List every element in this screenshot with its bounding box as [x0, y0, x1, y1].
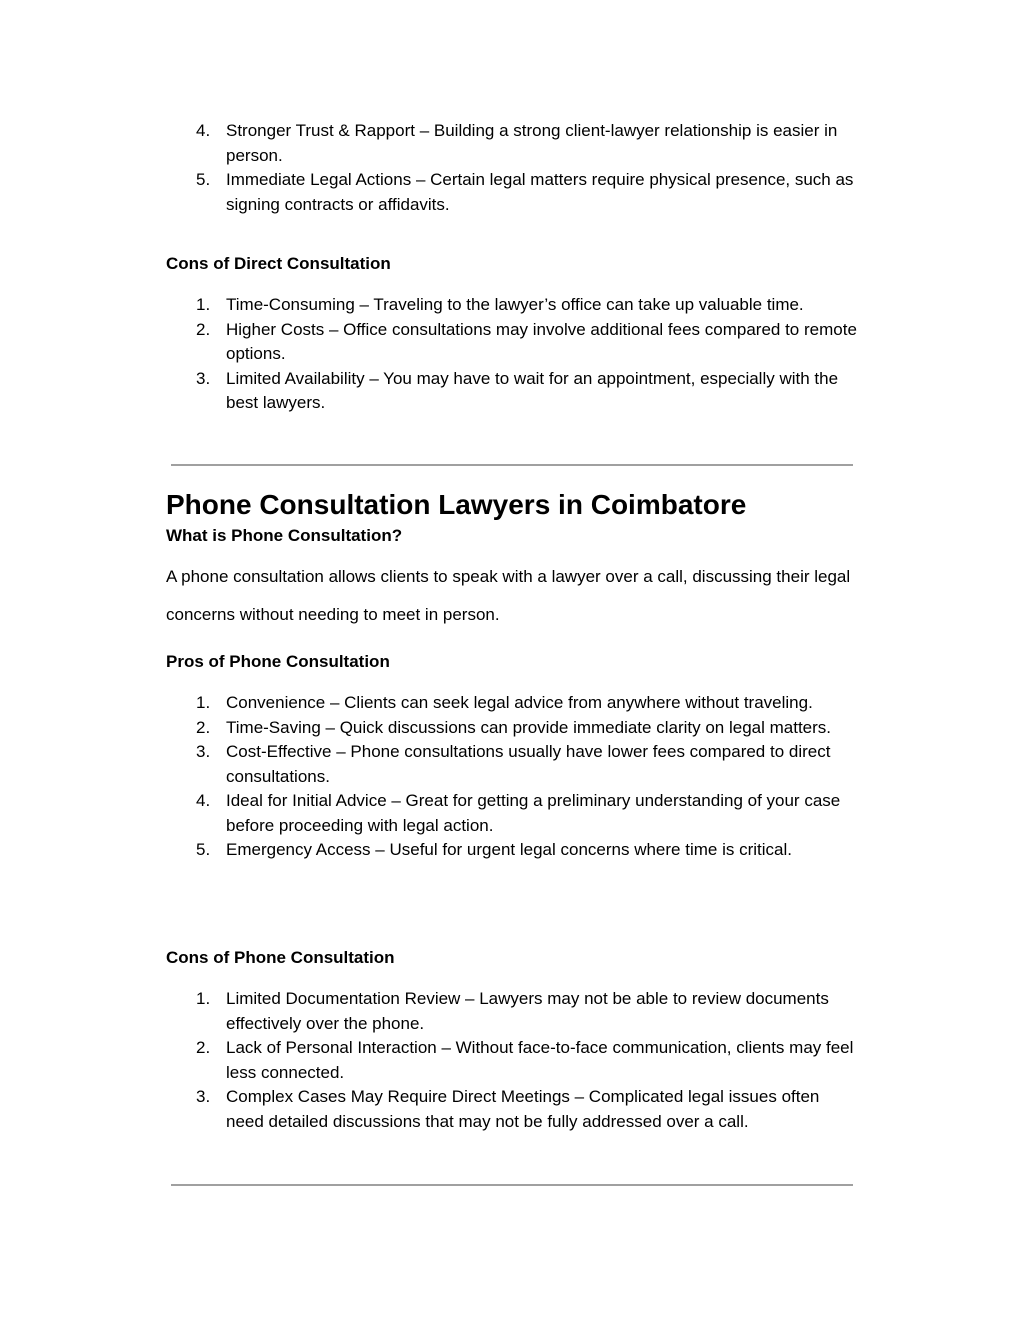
- list-item-number: 3.: [196, 742, 211, 761]
- list-item-text: Cost-Effective – Phone consultations usually have lower fees compared to direct consultations.: [226, 742, 831, 786]
- what-is-paragraph: A phone consultation allows clients to speak with a lawyer over a call, discussing their legal concerns without needing to meet in person.: [166, 567, 851, 624]
- list-item: [0, 1036, 858, 1085]
- list-item-number: 5.: [196, 840, 211, 859]
- phone-pros-heading: Pros of Phone Consultation: [166, 652, 390, 671]
- list-item-number: 1.: [196, 295, 211, 314]
- list-item-text: Time-Consuming – Traveling to the lawyer’s office can take up valuable time.: [226, 295, 804, 314]
- list-item-number: 1.: [196, 989, 211, 1008]
- list-item-text: Convenience – Clients can seek legal advice from anywhere without traveling.: [226, 693, 813, 712]
- list-item-number: 3.: [196, 368, 211, 388]
- direct-cons-heading: Cons of Direct Consultation: [166, 254, 391, 273]
- phone-pros-list: [0, 691, 1024, 863]
- list-item-number: 5.: [196, 170, 211, 189]
- list-item-text: Limited Availability – You may have to wait for an appointment, especially with the best lawyers.: [226, 368, 839, 412]
- list-item-number: 4.: [196, 121, 211, 140]
- list-item-number: 1.: [196, 693, 211, 712]
- section-divider: [171, 1184, 853, 1186]
- list-item-text: Emergency Access – Useful for urgent legal concerns where time is critical.: [226, 840, 792, 859]
- list-item-text: Stronger Trust & Rapport – Building a strong client-lawyer relationship is easier in person.: [226, 121, 838, 165]
- list-item-text: Complex Cases May Require Direct Meetings – Complicated legal issues often need detailed discussions that may not be fully addressed over a call.: [226, 1087, 820, 1131]
- list-item: [0, 168, 858, 217]
- what-is-heading: What is Phone Consultation?: [166, 526, 403, 545]
- list-item-text: Limited Documentation Review – Lawyers may not be able to review documents effectively over the phone.: [226, 989, 829, 1033]
- section-divider: [171, 464, 853, 466]
- direct-pros-list: [0, 119, 1024, 217]
- list-item-text: Time-Saving – Quick discussions can provide immediate clarity on legal matters.: [226, 717, 832, 737]
- list-item-text: Immediate Legal Actions – Certain legal matters require physical presence, such as signing contracts or affidavits.: [226, 170, 854, 214]
- list-item: [0, 789, 858, 838]
- list-item: [0, 716, 858, 741]
- list-item: [0, 691, 858, 716]
- list-item-number: 4.: [196, 791, 211, 810]
- section-title: Phone Consultation Lawyers in Coimbatore: [166, 489, 747, 520]
- list-item: [0, 838, 858, 863]
- list-item-text: Ideal for Initial Advice – Great for getting a preliminary understanding of your case before proceeding with legal action.: [226, 791, 841, 835]
- list-item-number: 2.: [196, 319, 211, 339]
- list-item: [0, 119, 858, 168]
- list-item-text: Higher Costs – Office consultations may involve additional fees compared to remote options.: [226, 319, 857, 363]
- phone-cons-heading: Cons of Phone Consultation: [166, 948, 395, 967]
- list-item: [0, 740, 858, 789]
- list-item: [0, 293, 858, 318]
- list-item: [0, 367, 858, 416]
- phone-cons-list: [0, 987, 1024, 1134]
- direct-cons-list: [0, 293, 1024, 416]
- list-item-text: Lack of Personal Interaction – Without face-to-face communication, clients may feel less connected.: [226, 1038, 854, 1082]
- list-item-number: 2.: [196, 717, 211, 737]
- list-item-number: 2.: [196, 1038, 211, 1057]
- list-item: [0, 318, 858, 367]
- list-item-number: 3.: [196, 1087, 211, 1106]
- list-item: [0, 987, 858, 1036]
- list-item: [0, 1085, 858, 1134]
